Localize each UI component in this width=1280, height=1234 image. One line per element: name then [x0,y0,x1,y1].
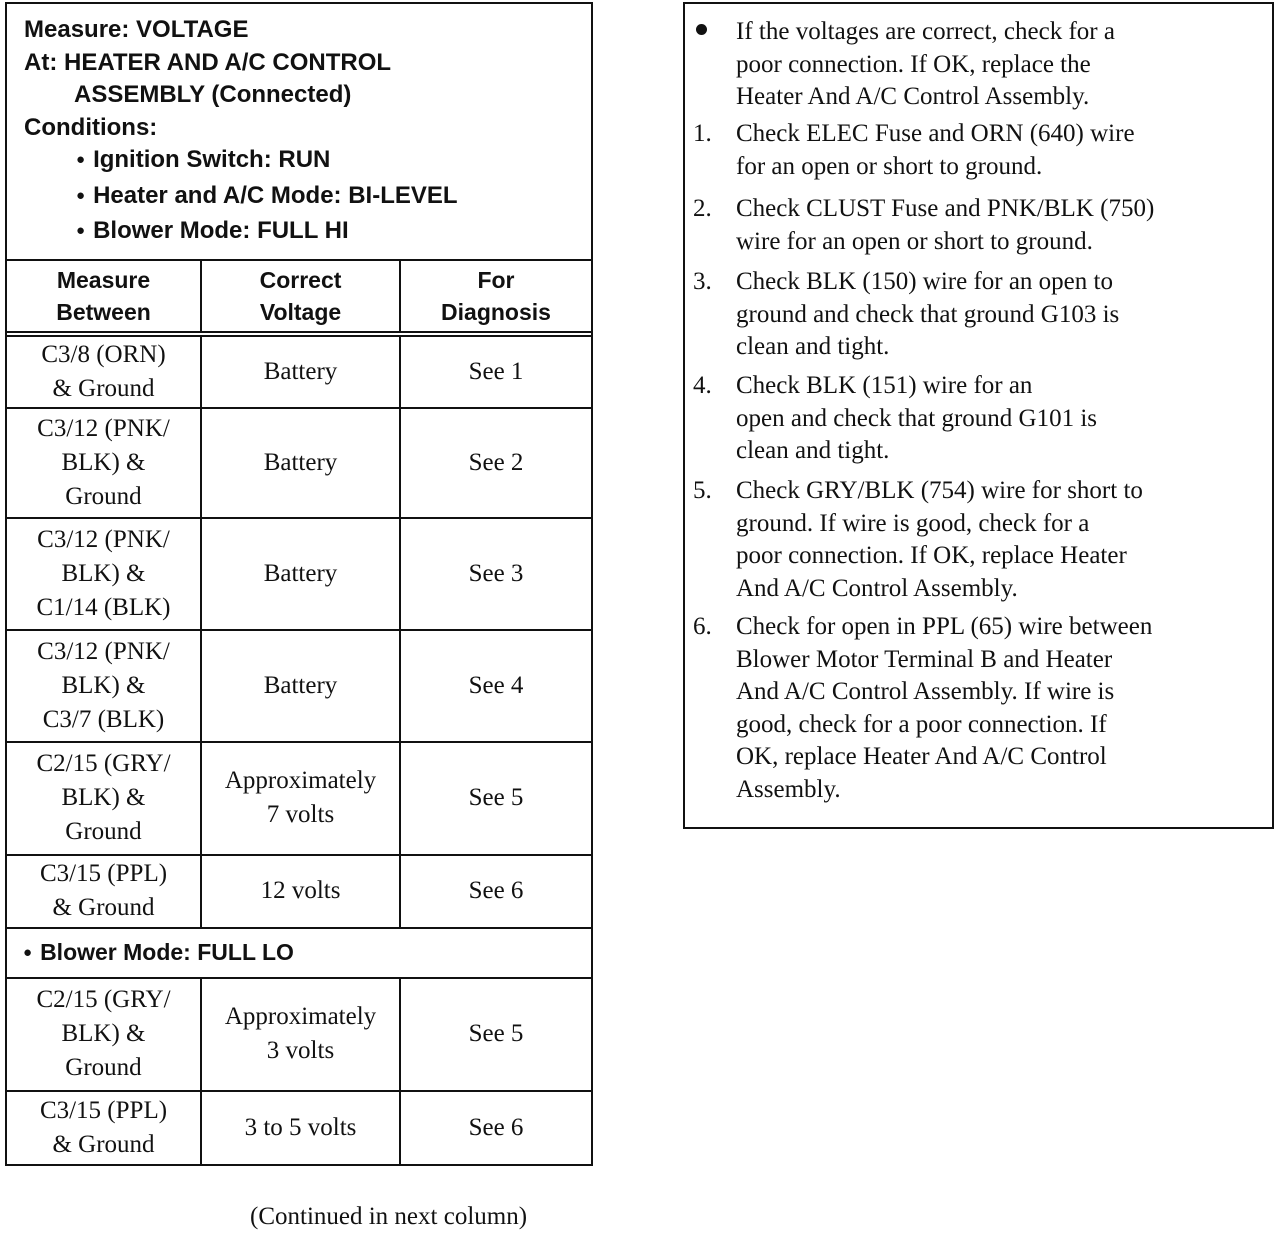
table-row: C3/15 (PPL) & Ground 3 to 5 volts See 6 [7,1092,591,1164]
diagnosis-cell: See 6 [399,856,591,927]
table-row: C3/12 (PNK/ BLK) & Ground Battery See 2 [7,409,591,519]
voltage-cell: Approximately 7 volts [200,743,399,854]
diagnosis-cell: See 5 [399,743,591,854]
table-row: C3/15 (PPL) & Ground 12 volts See 6 [7,856,591,929]
column-header-for-diagnosis: For Diagnosis [399,261,591,331]
condition-item: ● Heater and A/C Mode: BI-LEVEL [24,180,591,216]
table-row: C2/15 (GRY/ BLK) & Ground Approximately 3 volts See 5 [7,979,591,1092]
continued-note: (Continued in next column) [250,1203,528,1230]
column-header-correct-voltage: Correct Voltage [200,261,399,331]
voltage-cell: 12 volts [200,856,399,927]
at-line-2: ASSEMBLY (Connected) [74,81,352,108]
column-headers [7,261,591,337]
blower-mode-full-lo-label: ● Blower Mode: FULL LO [7,929,591,979]
diagnosis-cell: See 5 [399,979,591,1090]
diagnosis-cell: See 1 [399,337,591,407]
voltage-cell: 3 to 5 volts [200,1092,399,1164]
bullet-icon [696,24,707,35]
table-row: C3/8 (ORN) & Ground Battery See 1 [7,337,591,409]
at-line-1: At: HEATER AND A/C CONTROL [24,48,392,76]
table-row: C3/12 (PNK/ BLK) & C3/7 (BLK) Battery See 4 [7,631,591,743]
table-row: C2/15 (GRY/ BLK) & Ground Approximately 7 volts See 5 [7,743,591,856]
voltage-table [5,2,593,1166]
table-row: C3/12 (PNK/ BLK) & C1/14 (BLK) Battery See 3 [7,519,591,631]
diagnosis-notes: If the voltages are correct, check for a poor connection. If OK, replace the Heater And A/C Control Assembly. 1. Check ELEC Fuse and ORN (640) wire for an open or short to ground. 2. Check CLUST Fuse and PNK/BLK (750) wire for an open or short to ground. 3. Check BLK (150) wire for an open to ground and check that ground G103 is clean and tight. 4. Check BLK (151) wire for an open and check that ground G101 is clean and tight. 5. Check GRY/BLK (754) wire for short to ground. If wire is good, check for a poor connection. If OK, replace Heater And A/C Control Assembly. 6. Check for open in PPL (65) wire between Blower Motor Terminal B and Heater And A/C Control Assembly. If wire is good, check for a poor connection. If OK, replace Heater And A/C Control Assembly. [683,2,1274,829]
conditions-label: Conditions: [24,113,158,141]
column-header-measure-between: Measure Between [56,266,151,325]
voltage-cell: Approximately 3 volts [200,979,399,1090]
diagnosis-cell: See 6 [399,1092,591,1164]
diagnosis-cell: See 2 [399,409,591,517]
condition-item: ● Blower Mode: FULL HI [24,215,591,251]
voltage-cell: Battery [200,337,399,407]
diagnosis-cell: See 3 [399,519,591,629]
condition-item: ● Ignition Switch: RUN [24,144,591,180]
voltage-cell: Battery [200,519,399,629]
measure-header [7,4,591,261]
voltage-cell: Battery [200,631,399,741]
measure-title: Measure: VOLTAGE [24,16,249,43]
voltage-cell: Battery [200,409,399,517]
diagnosis-cell: See 4 [399,631,591,741]
